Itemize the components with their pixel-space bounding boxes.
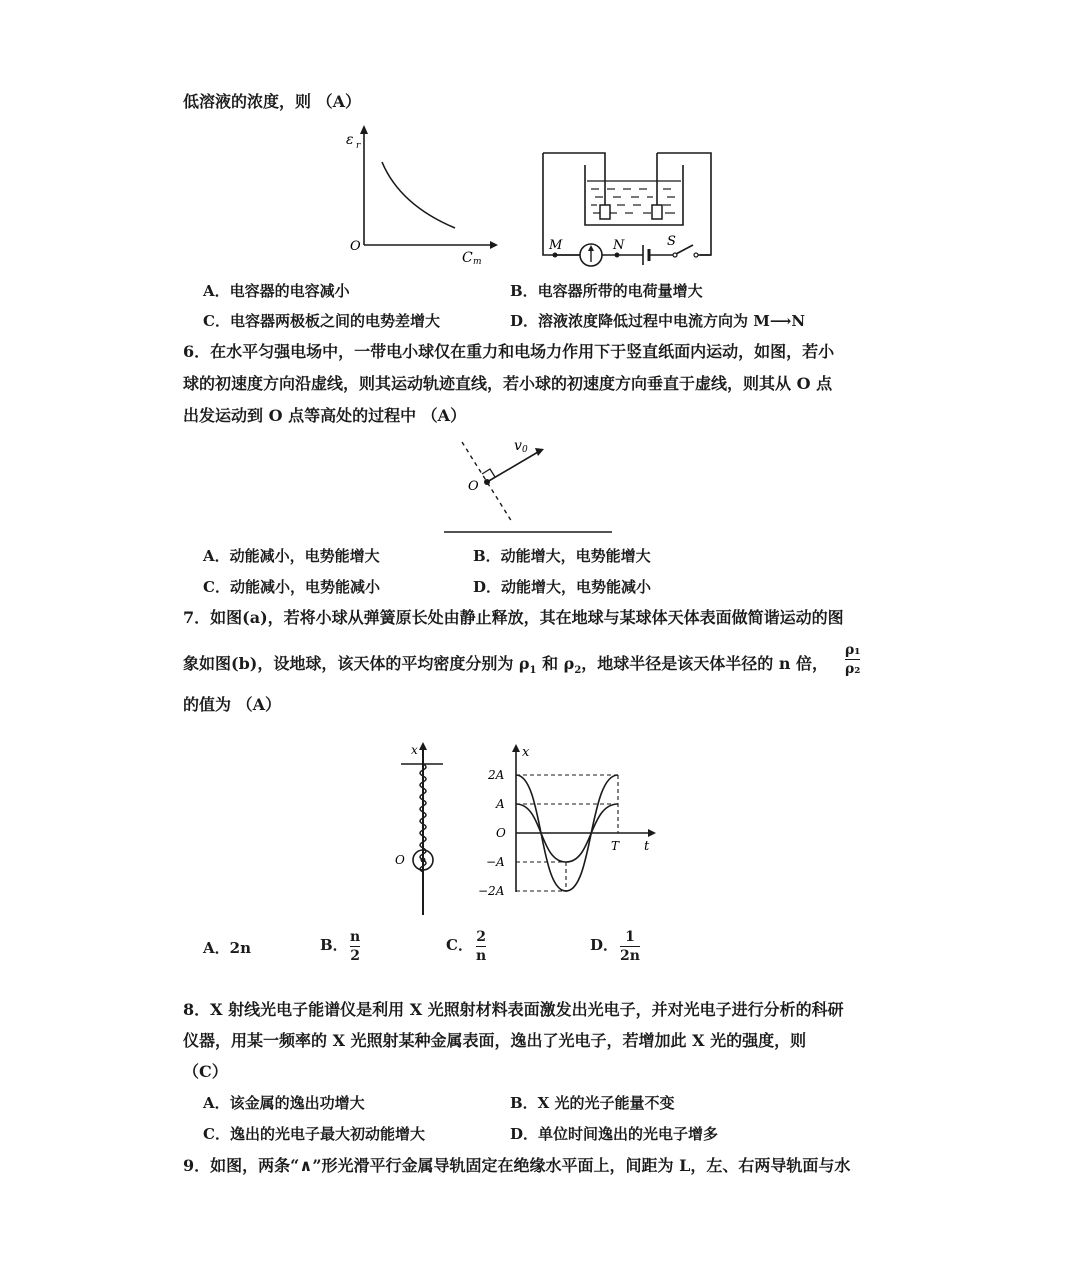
q5-option-c: C．电容器两极板之间的电势差增大 xyxy=(203,312,440,330)
q8-option-c: C．逸出的光电子最大初动能增大 xyxy=(203,1125,425,1143)
q6-line-2: 球的初速度方向沿虚线，则其运动轨迹直线，若小球的初速度方向垂直于虚线，则其从 O 点 xyxy=(183,374,833,393)
q7-line-1: 7．如图(a)，若将小球从弹簧原长处由静止释放，其在地球与某球体天体表面做简谐运动的图 xyxy=(183,608,844,627)
q5-graph xyxy=(330,120,500,270)
q7-line-3: 的值为 （A） xyxy=(183,695,281,714)
q8-line-2: 仪器，用某一频率的 X 光照射某种金属表面，逸出了光电子，若增加此 X 光的强度，则 xyxy=(183,1031,807,1050)
q7-rho2-sub: 2 xyxy=(574,665,582,677)
graph-x-sub: m xyxy=(473,257,482,267)
q8-option-d: D．单位时间逸出的光电子增多 xyxy=(510,1125,719,1143)
q7a-x-label: x xyxy=(411,743,418,757)
q5-option-b: B．电容器所带的电荷量增大 xyxy=(510,282,703,300)
q7b-x-label: x xyxy=(522,745,530,760)
q7b-T-label: T xyxy=(611,839,620,853)
circuit-m-label: M xyxy=(549,238,563,253)
q7-line-2-a: 象如图(b)，设地球，该天体的平均密度分别为 ρ xyxy=(183,654,530,673)
q7-figure-a xyxy=(385,740,455,920)
q7-ratio-den: ρ₂ xyxy=(845,661,861,677)
q7-line-2-c: ，地球半径是该天体半径的 n 倍， xyxy=(581,654,829,673)
q7-ratio xyxy=(845,642,860,677)
q5-option-a: A．电容器的电容减小 xyxy=(203,282,350,300)
q7b-t-label: t xyxy=(644,839,650,854)
q7-option-c-num: 2 xyxy=(476,929,486,945)
q6-option-b: B．动能增大，电势能增大 xyxy=(473,547,651,565)
q5-circuit xyxy=(535,145,720,275)
q7-option-b-label: B． xyxy=(320,936,348,954)
q6-option-a: A．动能减小，电势能增大 xyxy=(203,547,380,565)
q6-figure xyxy=(440,430,620,540)
q7-line-2-b: 和 ρ xyxy=(542,654,575,673)
q6-option-c: C．动能减小，电势能减小 xyxy=(203,578,380,596)
q7-option-d-den: 2n xyxy=(620,948,640,964)
q6-v-label: v xyxy=(514,438,522,454)
q9-line-1: 9．如图，两条“∧”形光滑平行金属导轨固定在绝缘水平面上，间距为 L，左、右两导轨面与水 xyxy=(183,1156,851,1175)
q7b-tick-2a: 2A xyxy=(488,768,505,782)
q7-line-2 xyxy=(183,654,828,681)
circuit-n-label: N xyxy=(613,238,625,253)
q7-option-c-den: n xyxy=(476,948,487,964)
q7-ratio-num: ρ₁ xyxy=(845,642,861,658)
q7-option-b-num: n xyxy=(350,929,361,945)
q7-option-d-num: 1 xyxy=(625,929,635,945)
q7-rho1-sub: 1 xyxy=(529,665,537,677)
q6-v-sub: 0 xyxy=(522,445,528,455)
q7a-origin: O xyxy=(395,853,405,867)
q7-option-c-label: C． xyxy=(446,936,473,954)
q7-option-b-den: 2 xyxy=(350,948,360,964)
q5-stem-tail: 低溶液的浓度，则 （A） xyxy=(183,92,361,111)
circuit-s-label: S xyxy=(667,234,676,249)
q7-option-d xyxy=(590,929,640,964)
graph-origin: O xyxy=(350,239,361,254)
q7-option-b xyxy=(320,929,361,964)
q7-option-a: A．2n xyxy=(203,939,251,957)
q8-line-1: 8．X 射线光电子能谱仪是利用 X 光照射材料表面激发出光电子，并对光电子进行分析的科研 xyxy=(183,1000,844,1019)
q7b-tick-neg-a: −A xyxy=(486,855,505,869)
q6-option-d: D．动能增大，电势能减小 xyxy=(473,578,652,596)
q6-line-1: 6．在水平匀强电场中，一带电小球仅在重力和电场力作用下于竖直纸面内运动，如图，若小 xyxy=(183,342,835,361)
q7-option-d-label: D． xyxy=(590,936,619,954)
q7-figure-b xyxy=(478,742,663,902)
q8-option-a: A．该金属的逸出功增大 xyxy=(203,1094,365,1112)
q7-option-c xyxy=(446,929,487,964)
q7b-tick-neg-2a: −2A xyxy=(478,884,505,898)
q6-origin: O xyxy=(468,479,479,494)
q6-line-3: 出发运动到 O 点等高处的过程中 （A） xyxy=(183,406,467,425)
q5-option-d: D．溶液浓度降低过程中电流方向为 M⟶N xyxy=(510,312,806,330)
graph-x-label: C xyxy=(462,250,473,266)
q8-line-3: （C） xyxy=(183,1062,228,1081)
q8-option-b: B．X 光的光子能量不变 xyxy=(510,1094,675,1112)
q7b-tick-o: O xyxy=(496,826,506,840)
graph-y-sub: r xyxy=(356,141,361,151)
graph-y-label: ε xyxy=(346,132,354,148)
q7b-tick-a: A xyxy=(496,797,505,811)
